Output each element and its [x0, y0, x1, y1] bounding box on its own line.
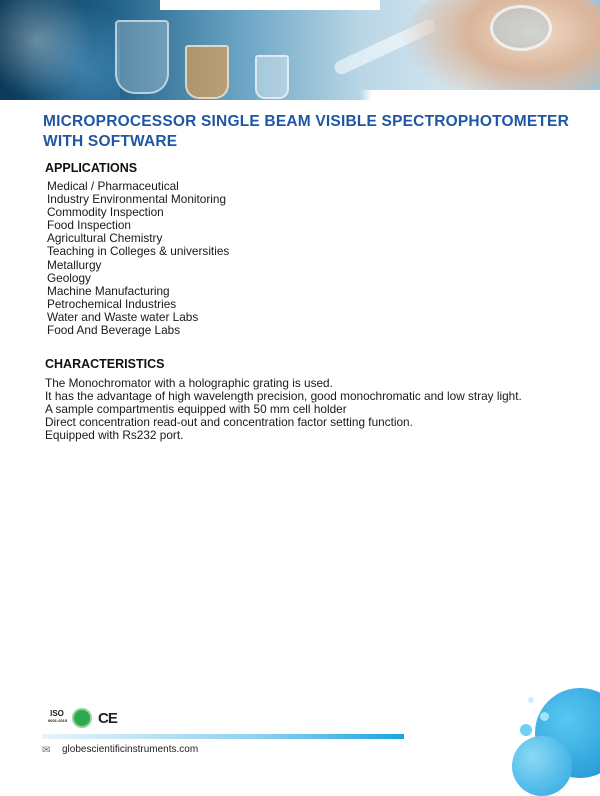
decorative-bubble	[520, 724, 532, 736]
list-item: Teaching in Colleges & universities	[47, 244, 230, 259]
list-item: It has the advantage of high wavelength precision, good monochromatic and low stray light.	[45, 389, 522, 404]
banner-edge-top	[160, 0, 380, 10]
envelope-icon: ✉	[42, 745, 51, 756]
iso-certification-icon	[48, 709, 66, 727]
list-item: The Monochromator with a holographic grating is used.	[45, 376, 333, 390]
list-item: Food And Beverage Labs	[47, 323, 181, 338]
decorative-bubble	[528, 697, 534, 703]
iso-label: ISO	[50, 709, 64, 718]
list-item: Geology	[47, 270, 91, 285]
lab-glassware	[115, 20, 169, 94]
characteristics-heading: CHARACTERISTICS	[45, 357, 165, 371]
list-item: Direct concentration read-out and concentration factor setting function.	[45, 415, 413, 430]
page-title: MICROPROCESSOR SINGLE BEAM VISIBLE SPECTROPHOTOMETER WITH SOFTWARE	[43, 113, 569, 150]
list-item: Machine Manufacturing	[47, 283, 170, 298]
list-item: Agricultural Chemistry	[47, 231, 163, 246]
applications-list	[47, 180, 229, 337]
list-item: Medical / Pharmaceutical	[47, 179, 179, 193]
green-seal-icon	[72, 708, 92, 728]
list-item: Industry Environmental Monitoring	[47, 192, 227, 207]
header-banner-image	[0, 0, 600, 100]
decorative-bubble	[512, 736, 572, 796]
list-item: Metallurgy	[47, 257, 102, 272]
safety-goggles	[490, 5, 552, 51]
iso-standard-label: 9001:2015	[48, 718, 68, 723]
banner-edge-bottom	[0, 90, 600, 100]
certification-logos	[48, 708, 117, 728]
dna-graphic	[0, 0, 120, 100]
ce-mark-icon: CE	[98, 709, 117, 727]
website-link[interactable]: globescientificinstruments.com	[62, 744, 199, 755]
footer-accent-bar	[42, 734, 404, 739]
applications-heading: APPLICATIONS	[45, 161, 138, 175]
list-item: Petrochemical Industries	[47, 296, 177, 311]
characteristics-list	[45, 377, 522, 442]
list-item: Equipped with Rs232 port.	[45, 428, 184, 443]
list-item: Water and Waste water Labs	[47, 309, 199, 324]
list-item: Food Inspection	[47, 218, 131, 233]
decorative-bubble	[540, 712, 549, 721]
list-item: Commodity Inspection	[47, 205, 164, 220]
list-item: A sample compartmentis equipped with 50 mm cell holder	[45, 402, 347, 417]
